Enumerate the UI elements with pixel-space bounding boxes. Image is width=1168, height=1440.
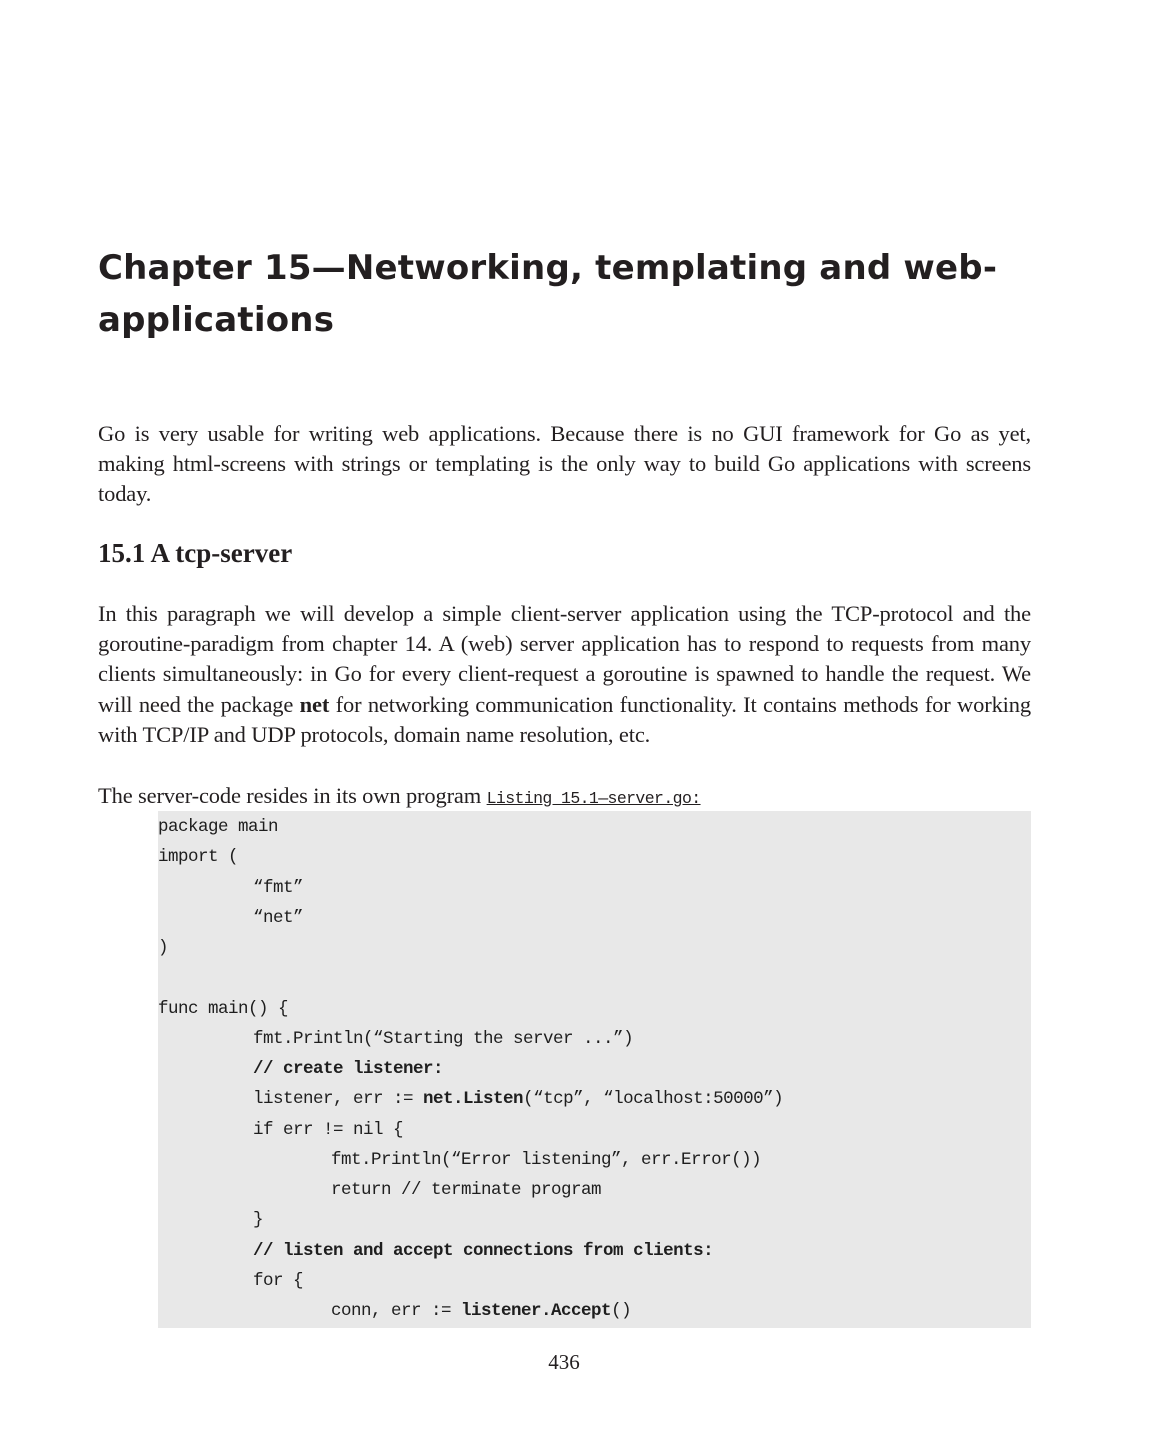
- code-line: [253, 1205, 263, 1235]
- code-line: [253, 1266, 303, 1296]
- code-line: [253, 1236, 713, 1266]
- section-paragraph-text: In this paragraph we will develop a simple client-server application using the TCP-protocol and the goroutine-paradigm from chapter 14. A (web) server application has to respond to requests from many clients simultaneously: in Go for every client-request a goroutine is spawned to handle the request. We will need the package: [98, 601, 1031, 717]
- code-line: [158, 842, 238, 872]
- code-line: [253, 1024, 633, 1054]
- code-line: [331, 1296, 631, 1326]
- code-line: [253, 1115, 403, 1145]
- code-token: import (: [158, 847, 239, 868]
- page-number: 436: [548, 1350, 580, 1374]
- code-token: listener, err :=: [253, 1089, 424, 1110]
- code-token: package main: [158, 817, 279, 837]
- code-line: [158, 933, 168, 963]
- section-paragraph: [98, 599, 1031, 750]
- code-bold-token: listener.Accept: [461, 1301, 612, 1321]
- code-line: [331, 1175, 601, 1205]
- listing-intro-text: The server-code resides in its own program: [98, 783, 487, 808]
- code-token: if err != nil {: [253, 1119, 404, 1140]
- section-paragraph-text-end: for networking communication functionality. It contains methods for working with TCP/IP and UDP protocols, domain name resolution, etc.: [98, 691, 1031, 747]
- package-name-net: net: [299, 691, 330, 717]
- code-line: [158, 812, 278, 842]
- section-title: 15.1 A tcp-server: [98, 538, 293, 568]
- listing-intro: [98, 781, 1031, 814]
- chapter-title: Chapter 15—Networking, templating and web-applications: [98, 248, 998, 340]
- code-line: [253, 903, 303, 933]
- code-token: “fmt”: [253, 877, 304, 898]
- code-line: [158, 994, 288, 1024]
- code-token: ): [158, 938, 169, 958]
- code-token: return // terminate program: [331, 1180, 602, 1200]
- code-bold-token: // create listener:: [253, 1059, 444, 1079]
- code-bold-token: // listen and accept connections from clients:: [253, 1240, 714, 1261]
- code-token: (): [611, 1301, 632, 1321]
- code-token: fmt.Println(“Error listening”, err.Error()): [331, 1149, 762, 1170]
- code-token: for {: [253, 1270, 304, 1291]
- code-line: [253, 1084, 783, 1114]
- code-token: (“tcp”, “localhost:50000”): [523, 1089, 784, 1110]
- listing-reference: Listing 15.1—server.go:: [486, 789, 701, 808]
- code-bold-token: net.Listen: [423, 1089, 524, 1110]
- code-line: [331, 1145, 761, 1175]
- code-token: }: [253, 1210, 264, 1231]
- code-token: “net”: [253, 907, 304, 928]
- code-line: [253, 873, 303, 903]
- code-line: [253, 1054, 443, 1084]
- code-token: conn, err :=: [331, 1301, 462, 1321]
- code-token: fmt.Println(“Starting the server ...”): [253, 1028, 634, 1049]
- code-listing: [158, 811, 1031, 1328]
- intro-paragraph: Go is very usable for writing web applications. Because there is no GUI framework for Go as yet, making html-screens with strings or templating is the only way to build Go applications with screens today.: [98, 421, 1031, 507]
- code-token: func main() {: [158, 998, 289, 1019]
